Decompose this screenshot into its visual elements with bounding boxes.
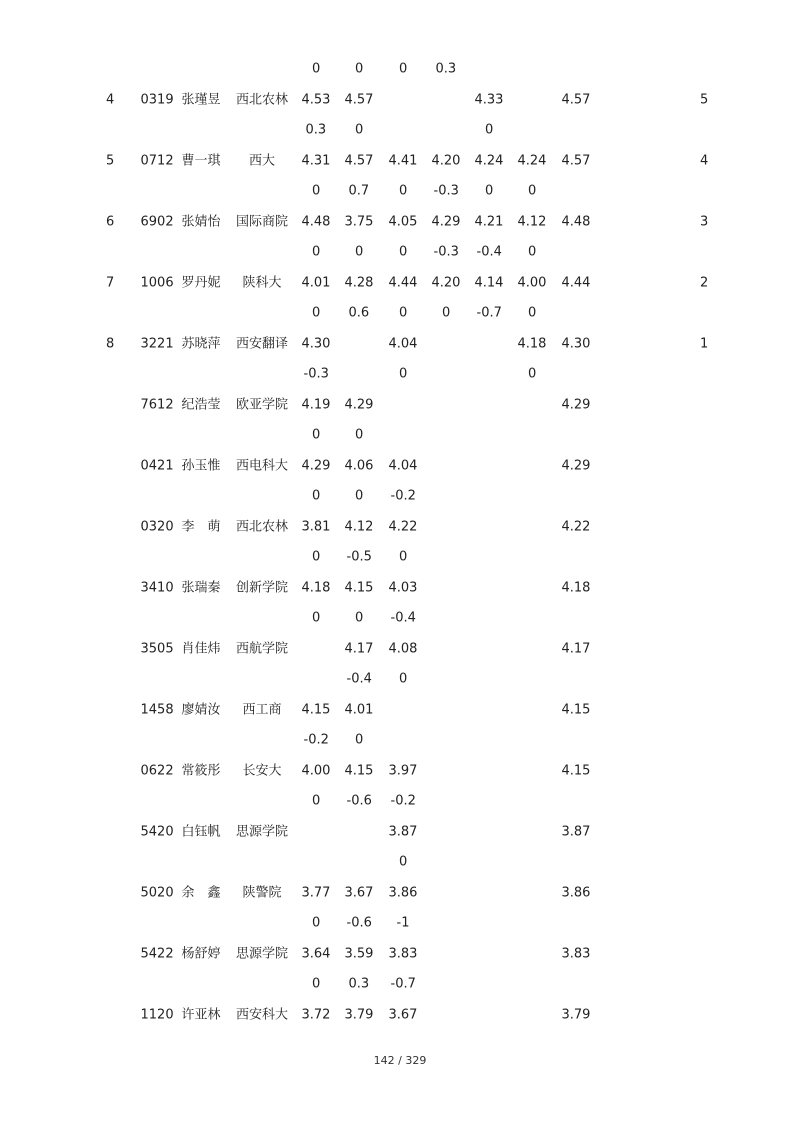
- score-cell: 4.06: [344, 458, 374, 473]
- score-cell: 0: [355, 122, 364, 138]
- contestant-name-cell: 杨舒婷: [181, 946, 221, 961]
- final-score-cell: 3.83: [561, 946, 591, 961]
- placement-cell: 2: [700, 275, 709, 290]
- score-cell: 4.12: [517, 214, 547, 229]
- score-cell: 4.24: [517, 153, 547, 168]
- school-cell: 西工商: [242, 702, 282, 717]
- school-cell: 陕科大: [242, 275, 282, 290]
- contestant-id-cell: 1458: [140, 702, 174, 717]
- school-cell: 创新学院: [236, 580, 289, 595]
- score-cell: -0.3: [433, 244, 459, 260]
- score-cell: 4.31: [301, 153, 331, 168]
- score-cell: 0.3: [305, 122, 327, 138]
- school-cell: 西北农林: [236, 519, 289, 534]
- score-cell: 4.15: [344, 580, 374, 595]
- school-cell: 西大: [249, 153, 276, 168]
- contestant-id-cell: 7612: [140, 397, 174, 412]
- score-cell: 0: [399, 671, 408, 687]
- contestant-id-cell: 1120: [140, 1007, 174, 1022]
- score-cell: 4.14: [474, 275, 504, 290]
- score-cell: 0: [312, 488, 321, 504]
- final-score-cell: 4.48: [561, 214, 591, 229]
- score-cell: 0: [312, 915, 321, 931]
- contestant-id-cell: 0319: [140, 92, 174, 107]
- score-cell: 4.20: [431, 275, 461, 290]
- score-cell: 4.01: [301, 275, 331, 290]
- school-cell: 西电科大: [236, 458, 289, 473]
- contestant-id-cell: 5422: [140, 946, 174, 961]
- placement-cell: 4: [700, 153, 709, 168]
- contestant-name-cell: 罗丹妮: [181, 275, 221, 290]
- score-cell: 4.18: [517, 336, 547, 351]
- score-cell: 4.04: [388, 336, 418, 351]
- score-cell: 4.15: [301, 702, 331, 717]
- final-score-cell: 4.29: [561, 397, 591, 412]
- score-cell: 0.6: [348, 305, 370, 321]
- contestant-id-cell: 0712: [140, 153, 174, 168]
- score-cell: 3.64: [301, 946, 331, 961]
- school-cell: 思源学院: [236, 824, 289, 839]
- contestant-name-cell: 廖婧汝: [181, 702, 221, 717]
- score-cell: 4.29: [344, 397, 374, 412]
- contestant-id-cell: 0622: [140, 763, 174, 778]
- score-cell: 0.7: [348, 183, 370, 199]
- score-cell: -0.3: [433, 183, 459, 199]
- rank-cell: 7: [106, 275, 115, 290]
- score-cell: 0: [399, 366, 408, 382]
- score-cell: 0: [355, 244, 364, 260]
- score-cell: -0.3: [303, 366, 329, 382]
- final-score-cell: 4.57: [561, 92, 591, 107]
- score-cell: 0: [399, 854, 408, 870]
- score-cell: -1: [396, 915, 410, 931]
- school-cell: 思源学院: [236, 946, 289, 961]
- rank-cell: 8: [106, 336, 115, 351]
- score-cell: 3.83: [388, 946, 418, 961]
- score-cell: 4.04: [388, 458, 418, 473]
- score-cell: 3.97: [388, 763, 418, 778]
- contestant-name-cell: 余 鑫: [181, 885, 221, 900]
- score-cell: 0: [355, 488, 364, 504]
- school-cell: 西安翻译: [236, 336, 289, 351]
- contestant-name-cell: 许亚林: [181, 1007, 221, 1022]
- score-cell: 0: [399, 305, 408, 321]
- score-cell: 0: [312, 427, 321, 443]
- score-cell: 0: [312, 305, 321, 321]
- contestant-id-cell: 5420: [140, 824, 174, 839]
- rank-cell: 4: [106, 92, 115, 107]
- placement-cell: 3: [700, 214, 709, 229]
- score-cell: -0.2: [303, 732, 329, 748]
- score-cell: 0: [442, 305, 451, 321]
- score-cell: 4.08: [388, 641, 418, 656]
- score-cell: 4.05: [388, 214, 418, 229]
- score-cell: 3.67: [344, 885, 374, 900]
- score-cell: 4.53: [301, 92, 331, 107]
- school-cell: 陕警院: [242, 885, 282, 900]
- score-cell: 0: [312, 610, 321, 626]
- score-cell: -0.4: [476, 244, 502, 260]
- score-cell: 0: [355, 427, 364, 443]
- final-score-cell: 4.57: [561, 153, 591, 168]
- final-score-cell: 3.87: [561, 824, 591, 839]
- score-cell: 0: [355, 61, 364, 77]
- score-cell: 0: [528, 366, 537, 382]
- score-cell: 4.29: [301, 458, 331, 473]
- score-cell: 4.48: [301, 214, 331, 229]
- rank-cell: 5: [106, 153, 115, 168]
- score-cell: 0: [312, 183, 321, 199]
- final-score-cell: 3.79: [561, 1007, 591, 1022]
- final-score-cell: 4.17: [561, 641, 591, 656]
- score-cell: 0: [528, 244, 537, 260]
- school-cell: 欧亚学院: [236, 397, 289, 412]
- contestant-name-cell: 肖佳炜: [181, 641, 221, 656]
- score-cell: 4.01: [344, 702, 374, 717]
- final-score-cell: 4.44: [561, 275, 591, 290]
- contestant-id-cell: 0320: [140, 519, 174, 534]
- score-cell: 4.18: [301, 580, 331, 595]
- score-cell: 3.81: [301, 519, 331, 534]
- score-cell: 4.28: [344, 275, 374, 290]
- score-cell: 4.12: [344, 519, 374, 534]
- score-cell: 0: [312, 61, 321, 77]
- score-cell: 0: [312, 976, 321, 992]
- score-cell: 0: [485, 183, 494, 199]
- score-cell: 3.72: [301, 1007, 331, 1022]
- score-cell: -0.7: [390, 976, 416, 992]
- score-cell: 0: [399, 549, 408, 565]
- score-cell: 0: [312, 244, 321, 260]
- score-cell: 4.21: [474, 214, 504, 229]
- score-cell: 3.87: [388, 824, 418, 839]
- placement-cell: 5: [700, 92, 709, 107]
- final-score-cell: 4.15: [561, 702, 591, 717]
- contestant-id-cell: 3410: [140, 580, 174, 595]
- contestant-id-cell: 6902: [140, 214, 174, 229]
- score-cell: 0: [528, 183, 537, 199]
- score-cell: 4.19: [301, 397, 331, 412]
- score-cell: -0.7: [476, 305, 502, 321]
- score-cell: 4.33: [474, 92, 504, 107]
- final-score-cell: 3.86: [561, 885, 591, 900]
- score-cell: 4.00: [301, 763, 331, 778]
- score-cell: -0.4: [390, 610, 416, 626]
- contestant-id-cell: 3505: [140, 641, 174, 656]
- score-cell: 0: [312, 793, 321, 809]
- contestant-name-cell: 常筱彤: [181, 763, 221, 778]
- final-score-cell: 4.18: [561, 580, 591, 595]
- score-cell: 0.3: [348, 976, 370, 992]
- score-cell: 0: [312, 549, 321, 565]
- contestant-name-cell: 纪浩莹: [181, 397, 221, 412]
- final-score-cell: 4.29: [561, 458, 591, 473]
- score-cell: -0.6: [346, 915, 372, 931]
- placement-cell: 1: [700, 336, 709, 351]
- score-cell: -0.6: [346, 793, 372, 809]
- contestant-name-cell: 李 萌: [181, 519, 221, 534]
- score-cell: 4.57: [344, 153, 374, 168]
- score-cell: -0.2: [390, 793, 416, 809]
- score-cell: 0: [528, 305, 537, 321]
- score-cell: -0.2: [390, 488, 416, 504]
- contestant-id-cell: 0421: [140, 458, 174, 473]
- score-cell: 4.41: [388, 153, 418, 168]
- score-cell: 4.22: [388, 519, 418, 534]
- school-cell: 西航学院: [236, 641, 289, 656]
- score-cell: 4.44: [388, 275, 418, 290]
- school-cell: 西安科大: [236, 1007, 289, 1022]
- score-cell: 3.67: [388, 1007, 418, 1022]
- score-cell: 3.79: [344, 1007, 374, 1022]
- school-cell: 国际商院: [236, 214, 289, 229]
- score-cell: 0: [485, 122, 494, 138]
- contestant-name-cell: 张婧怡: [181, 214, 221, 229]
- score-cell: 3.86: [388, 885, 418, 900]
- school-cell: 西北农林: [236, 92, 289, 107]
- contestant-id-cell: 5020: [140, 885, 174, 900]
- score-cell: 3.59: [344, 946, 374, 961]
- score-cell: 4.24: [474, 153, 504, 168]
- contestant-name-cell: 白钰帆: [181, 824, 221, 839]
- page-number: 142 / 329: [373, 1054, 427, 1067]
- contestant-name-cell: 苏晓萍: [181, 336, 221, 351]
- contestant-id-cell: 1006: [140, 275, 174, 290]
- score-cell: -0.4: [346, 671, 372, 687]
- score-cell: 0.3: [435, 61, 457, 77]
- score-cell: 4.30: [301, 336, 331, 351]
- score-cell: 0: [355, 610, 364, 626]
- final-score-cell: 4.30: [561, 336, 591, 351]
- score-cell: 0: [399, 61, 408, 77]
- score-cell: 0: [399, 183, 408, 199]
- score-cell: 4.57: [344, 92, 374, 107]
- score-cell: 4.15: [344, 763, 374, 778]
- school-cell: 长安大: [242, 763, 282, 778]
- contestant-name-cell: 曹一琪: [181, 153, 221, 168]
- rank-cell: 6: [106, 214, 115, 229]
- score-cell: 4.20: [431, 153, 461, 168]
- score-cell: 0: [355, 732, 364, 748]
- score-cell: 3.75: [344, 214, 374, 229]
- final-score-cell: 4.15: [561, 763, 591, 778]
- contestant-name-cell: 张瑾昱: [181, 92, 221, 107]
- score-cell: 4.29: [431, 214, 461, 229]
- score-cell: 4.00: [517, 275, 547, 290]
- contestant-name-cell: 孙玉惟: [181, 458, 221, 473]
- score-cell: -0.5: [346, 549, 372, 565]
- score-cell: 4.17: [344, 641, 374, 656]
- final-score-cell: 4.22: [561, 519, 591, 534]
- score-cell: 3.77: [301, 885, 331, 900]
- score-cell: 0: [399, 244, 408, 260]
- score-cell: 4.03: [388, 580, 418, 595]
- contestant-name-cell: 张瑞秦: [181, 580, 221, 595]
- contestant-id-cell: 3221: [140, 336, 174, 351]
